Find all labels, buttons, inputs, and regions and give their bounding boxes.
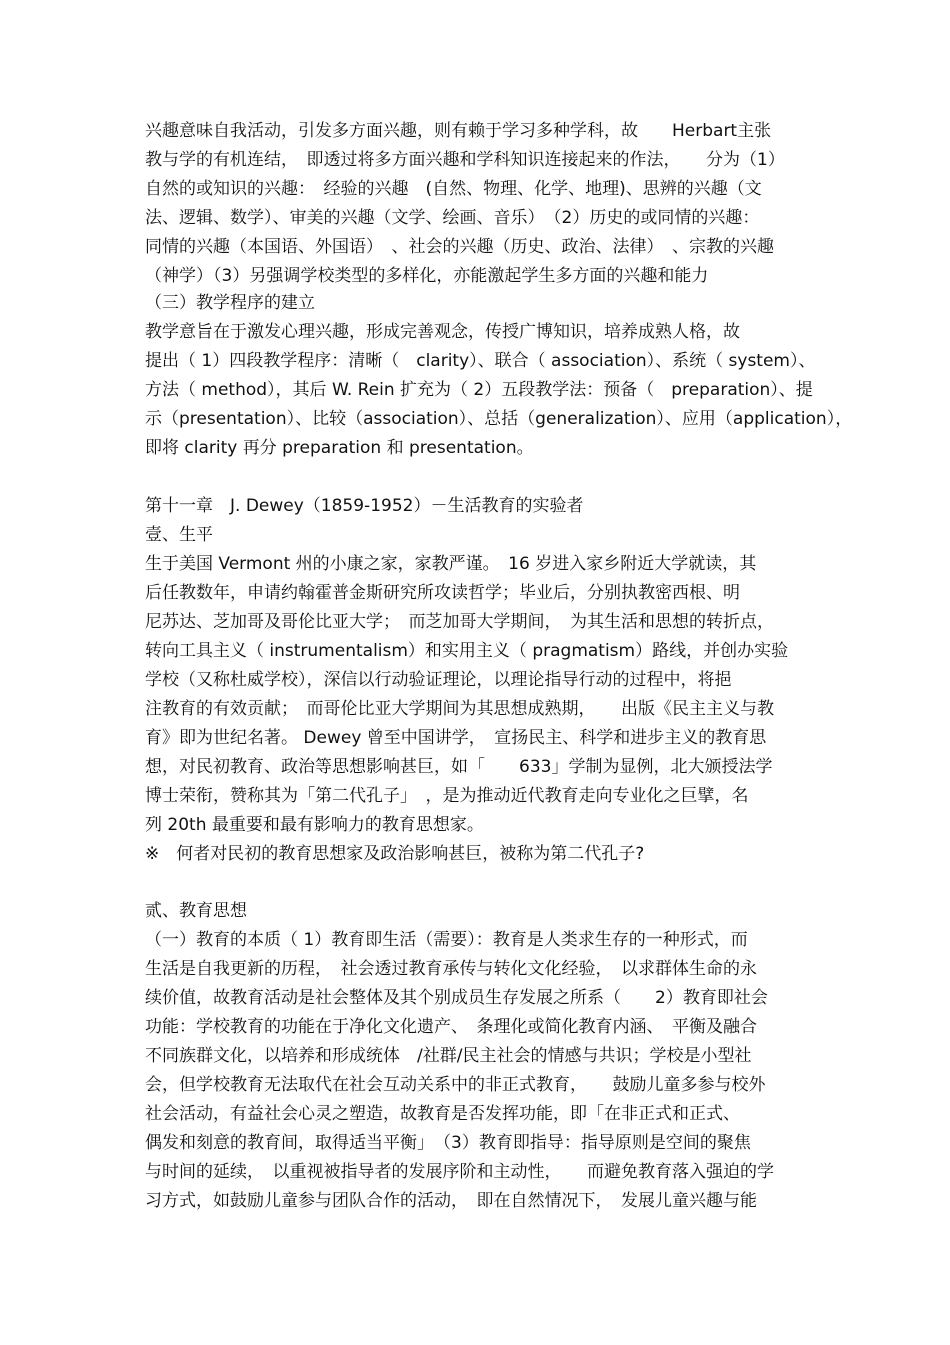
paragraph-3-line: 列 20th 最重要和最有影响力的教育思想家。: [145, 815, 484, 835]
paragraph-2-line: 即将 clarity 再分 preparation 和 presentation。: [145, 438, 534, 458]
paragraph-1-line: 法、逻辑、数学）、审美的兴趣（文学、绘画、音乐） （2）历史的或同情的兴趣：: [145, 208, 760, 228]
review-question: ※ 何者对民初的教育思想家及政治影响甚巨，被称为第二代孔子?: [145, 844, 645, 864]
paragraph-3-line: 转向工具主义（ instrumentalism）和实用主义（ pragmatism）路线，并创办实验: [145, 641, 789, 661]
paragraph-4-line: 续价值，故教育活动是社会整体及其个别成员生存发展之所系（ 2）教育即社会: [145, 988, 768, 1008]
paragraph-3-line: 学校（又称杜威学校），深信以行动验证理论，以理论指导行动的过程中，将挹: [145, 670, 732, 690]
chapter-title: 第十一章 J. Dewey（1859-1952）－生活教育的实验者: [145, 496, 584, 516]
paragraph-4-line: 不同族群文化，以培养和形成统体 /社群/民主社会的情感与共识；学校是小型社: [145, 1046, 752, 1066]
paragraph-3-line: 博士荣衔，赞称其为「第二代孔子」 ，是为推动近代教育走向专业化之巨擘，名: [145, 786, 749, 806]
paragraph-4-line: 偶发和刻意的教育间，取得适当平衡」 （3）教育即指导：指导原则是空间的聚焦: [145, 1133, 751, 1153]
paragraph-3-line: 育》即为世纪名著。 Dewey 曾至中国讲学， 宣扬民主、科学和进步主义的教育思: [145, 728, 767, 748]
paragraph-2-line: 方法（ method），其后 W. Rein 扩充为（ 2）五段教学法：预备（ preparation）、提: [145, 380, 813, 400]
section-heading-2: 贰、教育思想: [145, 901, 247, 921]
paragraph-3-line: 注教育的有效贡献； 而哥伦比亚大学期间为其思想成熟期， 出版《民主主义与教: [145, 699, 774, 719]
paragraph-1-line: 自然的或知识的兴趣： 经验的兴趣 (自然、物理、化学、地理)、思辨的兴趣（文: [145, 179, 762, 199]
paragraph-3-line: 生于美国 Vermont 州的小康之家，家教严谨。 16 岁进入家乡附近大学就读，其: [145, 554, 757, 574]
section-heading-1: 壹、生平: [145, 525, 213, 545]
paragraph-4-line: 功能：学校教育的功能在于净化文化遗产、 条理化或简化教育内涵、 平衡及融合: [145, 1017, 757, 1037]
paragraph-4-line: 社会活动，有益社会心灵之塑造，故教育是否发挥功能，即「在非正式和正式、: [145, 1104, 740, 1124]
paragraph-1-line: 教与学的有机连结， 即透过将多方面兴趣和学科知识连接起来的作法， 分为（1）: [145, 150, 785, 170]
paragraph-4-line: （一）教育的本质（ 1）教育即生活（需要）：教育是人类求生存的一种形式，而: [145, 930, 748, 950]
paragraph-1-line: 同情的兴趣（本国语、外国语） 、社会的兴趣（历史、政治、法律） 、宗教的兴趣: [145, 237, 774, 257]
paragraph-3-line: 尼苏达、芝加哥及哥伦比亚大学； 而芝加哥大学期间， 为其生活和思想的转折点，: [145, 612, 774, 632]
paragraph-1-line: （神学）（3）另强调学校类型的多样化，亦能激起学生多方面的兴趣和能力: [145, 266, 709, 286]
paragraph-1-line: 兴趣意味自我活动，引发多方面兴趣，则有赖于学习多种学科，故 Herbart主张: [145, 121, 772, 141]
paragraph-4-line: 生活是自我更新的历程， 社会透过教育承传与转化文化经验， 以求群体生命的永: [145, 959, 757, 979]
paragraph-3-line: 后任教数年，申请约翰霍普金斯研究所攻读哲学；毕业后，分别执教密西根、明: [145, 583, 740, 603]
section-heading-3: （三）教学程序的建立: [145, 293, 315, 313]
paragraph-2-line: 教学意旨在于激发心理兴趣，形成完善观念，传授广博知识，培养成熟人格，故: [145, 322, 740, 342]
paragraph-4-line: 会，但学校教育无法取代在社会互动关系中的非正式教育， 鼓励儿童多参与校外: [145, 1075, 766, 1095]
paragraph-2-line: 提出（ 1）四段教学程序：清晰（ clarity）、联合（ association）、系统（ system）、: [145, 351, 816, 371]
paragraph-2-line: 示（presentation）、比较（association）、总括（generalization）、应用（application），: [145, 409, 853, 429]
paragraph-4-line: 习方式，如鼓励儿童参与团队合作的活动， 即在自然情况下， 发展儿童兴趣与能: [145, 1191, 757, 1211]
paragraph-3-line: 想，对民初教育、政治等思想影响甚巨，如「 633」学制为显例，北大颁授法学: [145, 757, 773, 777]
paragraph-4-line: 与时间的延续， 以重视被指导者的发展序阶和主动性， 而避免教育落入强迫的学: [145, 1162, 774, 1182]
